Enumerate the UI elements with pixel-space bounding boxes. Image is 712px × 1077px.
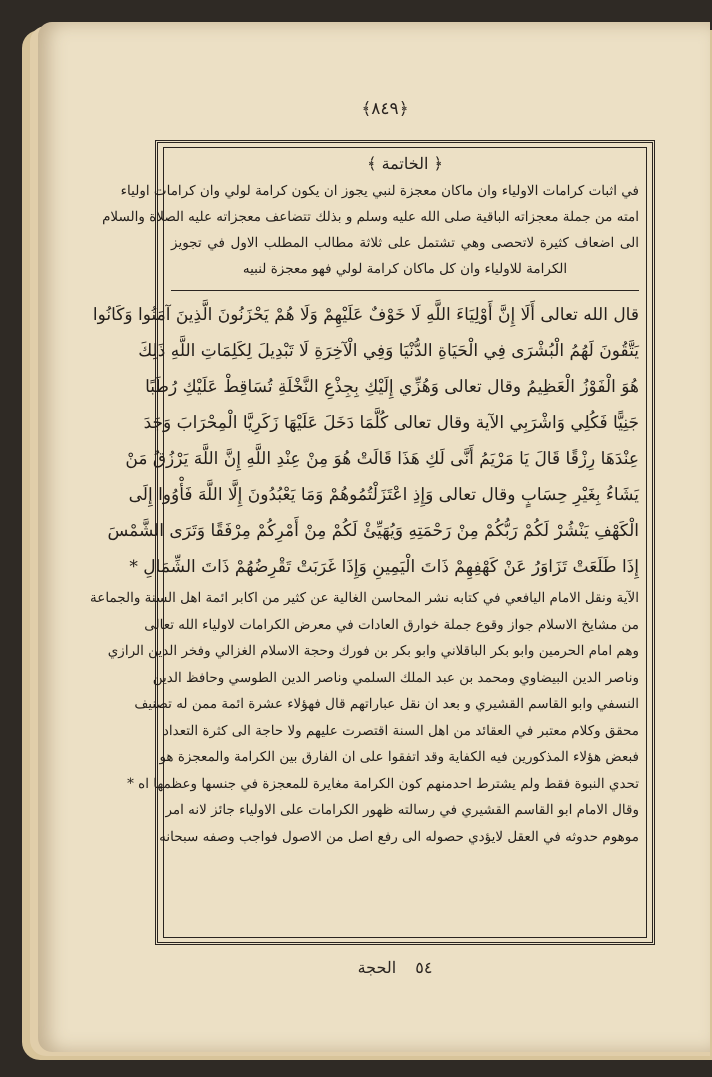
body-line: من مشايخ الاسلام جواز وقوع جملة خوارق العادات في معرض الكرامات لاولياء الله تعالى	[144, 616, 639, 633]
body-line: الآية ونقل الامام اليافعي في كتابه نشر المحاسن الغالية عن كثير من اكابر ائمة اهل السنة والجماعة	[90, 590, 639, 606]
intro-line: الى اضعاف كثيرة لاتحصى وهي تشتمل على ثلاثة مطالب المطلب الاول في تجويز	[171, 235, 639, 251]
chapter-heading: ﴿ الخاتمة ﴾	[367, 154, 443, 173]
quran-line: قال الله تعالى أَلَا إِنَّ أَوْلِيَاءَ اللَّهِ لَا خَوْفٌ عَلَيْهِمْ وَلَا هُمْ يَحْزَنُونَ الَّذِينَ آمَنُوا وَكَانُوا	[92, 305, 639, 325]
page-footer	[320, 958, 470, 986]
quran-line: إِذَا طَلَعَتْ تَزَاوَرُ عَنْ كَهْفِهِمْ ذَاتَ الْيَمِينِ وَإِذَا غَرَبَتْ تَقْرِضُهُمْ ذَاتَ الشِّمَالِ *	[129, 557, 639, 577]
section-divider	[171, 284, 639, 291]
body-line: فبعض هؤلاء المذكورين فيه الكفاية وقد اتفقوا على ان الفارق بين الكرامة والمعجزة هو	[159, 749, 639, 765]
body-line: محقق وكلام معتبر في العقائد من اهل السنة اقتصرت عليهم ولا حاجة الى كثرة التعداد	[162, 722, 639, 739]
signature-title: الحجة	[357, 958, 397, 977]
quran-line: يَشَاءُ بِغَيْرِ حِسَابٍ وقال تعالى وَإِذِ اعْتَزَلْتُمُوهُمْ وَمَا يَعْبُدُونَ إِلَّا اللَّهَ فَأْوُوا إِلَى	[128, 485, 639, 505]
quran-line: عِنْدَهَا رِزْقًا قَالَ يَا مَرْيَمُ أَنَّى لَكِ هَذَا قَالَتْ هُوَ مِنْ عِنْدِ اللَّهِ إِنَّ اللَّهَ يَرْزُقُ مَنْ	[125, 449, 639, 469]
signature-number: ٥٤	[415, 958, 433, 977]
body-line: تحدي النبوة فقط ولم يشترط احدمنهم كون الكرامة مغايرة للمعجزة في جنسها وعظمها اه *	[127, 775, 639, 792]
quran-line: يَتَّقُونَ لَهُمُ الْبُشْرَى فِي الْحَيَاةِ الدُّنْيَا وَفِي الْآخِرَةِ لَا تَبْدِيلَ لِكَلِمَاتِ اللَّهِ ذَلِكَ	[138, 341, 639, 361]
text-block	[90, 150, 639, 935]
intro-line: في اثبات كرامات الاولياء وان ماكان معجزة لنبي يجوز ان يكون كرامة لولي وان كرامات اولياء	[120, 183, 639, 199]
body-line: وهم امام الحرمين وابو بكر الباقلاني وابو بكر بن فورك وحجة الاسلام الغزالي وفخر الدين الرازي	[107, 643, 639, 659]
quran-line: جَنِيًّا فَكُلِي وَاشْرَبِي الآية وقال تعالى كُلَّمَا دَخَلَ عَلَيْهَا زَكَرِيَّا الْمِحْرَابَ وَجَدَ	[143, 413, 639, 433]
page-number: ﴿٨٤٩﴾	[361, 99, 409, 119]
quran-line: هُوَ الْفَوْزُ الْعَظِيمُ وقال تعالى وَهُزِّي إِلَيْكِ بِجِذْعِ النَّخْلَةِ تُسَاقِطْ عَلَيْكِ رُطَبًا	[145, 377, 639, 397]
body-line: وناصر الدين البيضاوي ومحمد بن عبد الملك السلمي وناصر الدين الطوسي وحافظ الدين	[152, 669, 639, 686]
body-line: موهوم حدوثه في العقل لايؤدي حصوله الى رفع اصل من الاصول فواجب وصفه سبحانه	[159, 828, 639, 845]
intro-line: الكرامة للاولياء وان كل ماكان كرامة لولي فهو معجزة لنبيه	[242, 261, 568, 277]
quran-line: الْكَهْفِ يَنْشُرْ لَكُمْ رَبُّكُمْ مِنْ رَحْمَتِهِ وَيُهَيِّئْ لَكُمْ مِنْ أَمْرِكُمْ مِرْفَقًا وَتَرَى الشَّمْسَ	[107, 521, 639, 541]
intro-line: امته من جملة معجزاته الباقية صلى الله عليه وسلم و بذلك تتضاعف معجزاته عليه الصلاة والسلام	[102, 209, 639, 225]
body-line: النسفي وابو القاسم القشيري و بعد ان نقل عباراتهم قال فهؤلاء عشرة ائمة ممن له تصنيف	[134, 696, 639, 712]
body-line: وقال الامام ابو القاسم القشيري في رسالته ظهور الكرامات على الاولياء جائز لانه امر	[165, 802, 639, 818]
